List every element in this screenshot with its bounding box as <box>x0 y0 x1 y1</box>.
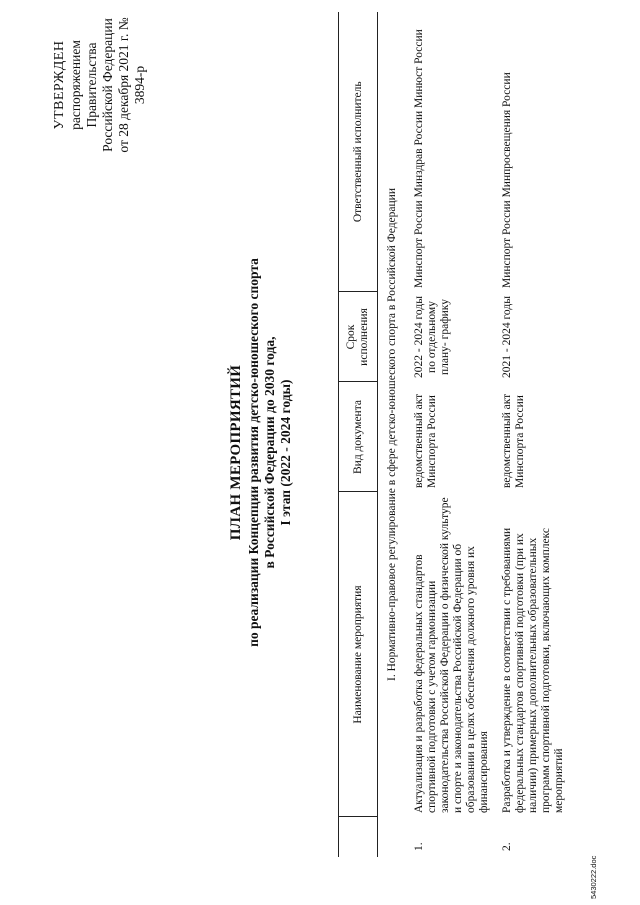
row-activity-name: Разработка и утверждение в соответствии с требованиями федеральных стандартов спортивной подготовки (при их наличии) примерных дополнительных образовательных программ спортивной подготовки, включающих комплекс мероприятий <box>501 527 565 813</box>
header-document-type: Вид документа <box>339 382 378 492</box>
table-header-row <box>339 12 378 857</box>
approval-line-1: распоряжением Правительства <box>68 40 99 130</box>
document-title <box>228 0 294 905</box>
activities-table <box>338 12 572 857</box>
approval-heading: УТВЕРЖДЕН <box>52 40 67 130</box>
title-line-1: ПЛАН МЕРОПРИЯТИЙ <box>228 364 244 541</box>
header-number <box>339 817 378 857</box>
row-activity-name: Актуализация и разработка федеральных стандартов спортивной подготовки с учетом гармонизации законодательства Российской Федерации о физической культуре и спорте и законодательства Российской Федерации об образовании в целях обеспечения должного уровня их финансирования <box>413 497 490 813</box>
row-responsible: Минспорт России Минпросвещения России <box>501 72 513 288</box>
row-document-type: ведомственный акт Минспорта России <box>501 393 526 488</box>
header-activity-name: Наименование мероприятия <box>339 492 378 817</box>
approval-line-2: Российской Федерации <box>100 18 115 152</box>
section-row <box>378 12 410 857</box>
row-document-type: ведомственный акт Минспорта России <box>413 393 438 488</box>
table-row <box>497 12 572 857</box>
title-line-4: I этап (2022 - 2024 годы) <box>278 379 293 526</box>
table-row <box>409 12 497 857</box>
header-deadline: Срок исполнения <box>339 292 378 382</box>
approval-line-3: от 28 декабря 2021 г. № 3894-р <box>116 17 147 153</box>
row-number: 1. <box>413 842 425 851</box>
header-responsible: Ответственный исполнитель <box>339 12 378 292</box>
row-deadline: 2021 - 2024 годы <box>501 296 513 378</box>
title-line-2: по реализации Концепции развития детско-юношеского спорта <box>246 258 261 647</box>
title-line-3: в Российской Федерации до 2030 года, <box>262 336 277 569</box>
file-reference: 5430222.doc <box>589 855 598 899</box>
approval-stamp <box>52 15 148 155</box>
row-number: 2. <box>501 842 513 851</box>
row-responsible: Минспорт России Минздрав России Минюст России <box>413 29 425 288</box>
section-title: I. Нормативно-правовое регулирование в сфере детско-юношеского спорта в Российской Федерации <box>386 188 398 681</box>
row-deadline: 2022 - 2024 годы по отдельному плану- графику <box>413 296 451 378</box>
